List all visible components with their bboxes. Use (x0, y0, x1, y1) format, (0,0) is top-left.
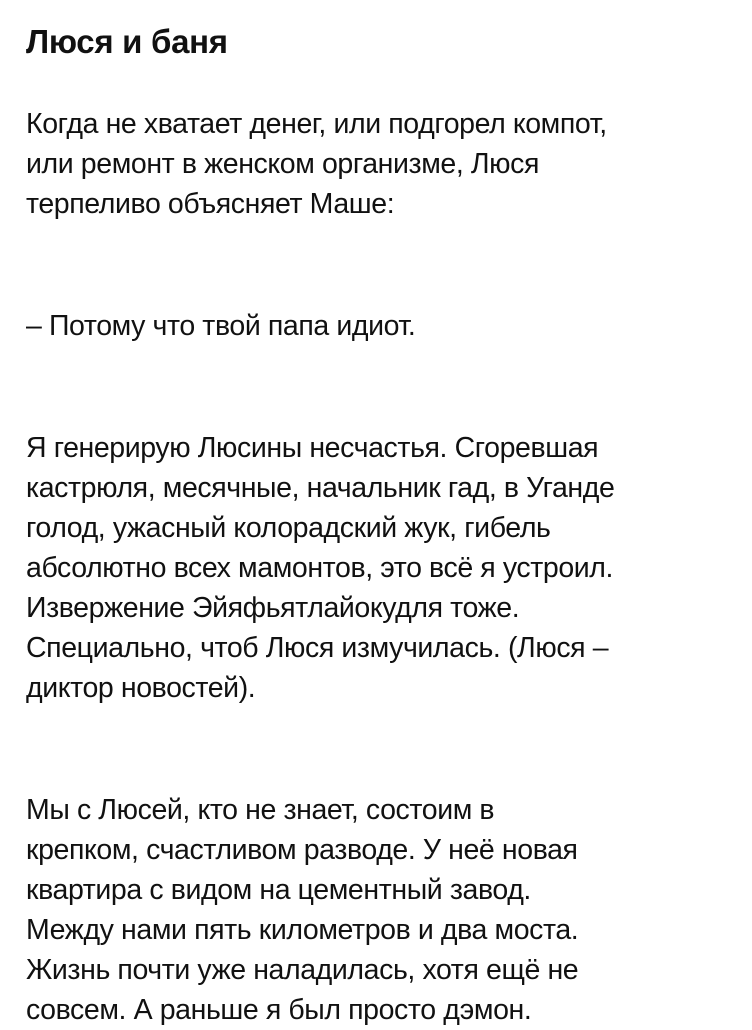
paragraph-line: совсем. А раньше я был просто дэмон. (26, 994, 532, 1026)
paragraph-line: Жизнь почти уже наладилась, хотя ещё не (26, 954, 579, 986)
paragraph-line: Специально, чтоб Люся измучилась. (Люся – (26, 632, 609, 664)
paragraph-line: или ремонт в женском организме, Люся (26, 148, 540, 180)
paragraph-line: Извержение Эйяфьятлайокудля тоже. (26, 592, 520, 624)
paragraph-2 (26, 306, 726, 346)
paragraph-3 (26, 428, 726, 708)
paragraph-line: голод, ужасный колорадский жук, гибель (26, 512, 551, 544)
paragraph-line: кастрюля, месячные, начальник гад, в Уганде (26, 472, 615, 504)
paragraph-line: квартира с видом на цементный завод. (26, 874, 531, 906)
paragraph-line: – Потому что твой папа идиот. (26, 310, 416, 342)
article-title: Люся и баня (26, 23, 228, 60)
paragraph-line: крепком, счастливом разводе. У неё новая (26, 834, 578, 866)
paragraph-line: Мы с Люсей, кто не знает, состоим в (26, 794, 495, 826)
paragraph-line: диктор новостей). (26, 672, 256, 704)
paragraph-1 (26, 104, 726, 224)
paragraph-line: Когда не хватает денег, или подгорел компот, (26, 108, 607, 140)
paragraph-4 (26, 790, 726, 1030)
paragraph-line: абсолютно всех мамонтов, это всё я устроил. (26, 552, 614, 584)
paragraph-line: Между нами пять километров и два моста. (26, 914, 579, 946)
paragraph-line: терпеливо объясняет Маше: (26, 188, 395, 220)
paragraph-line: Я генерирую Люсины несчастья. Сгоревшая (26, 432, 599, 464)
